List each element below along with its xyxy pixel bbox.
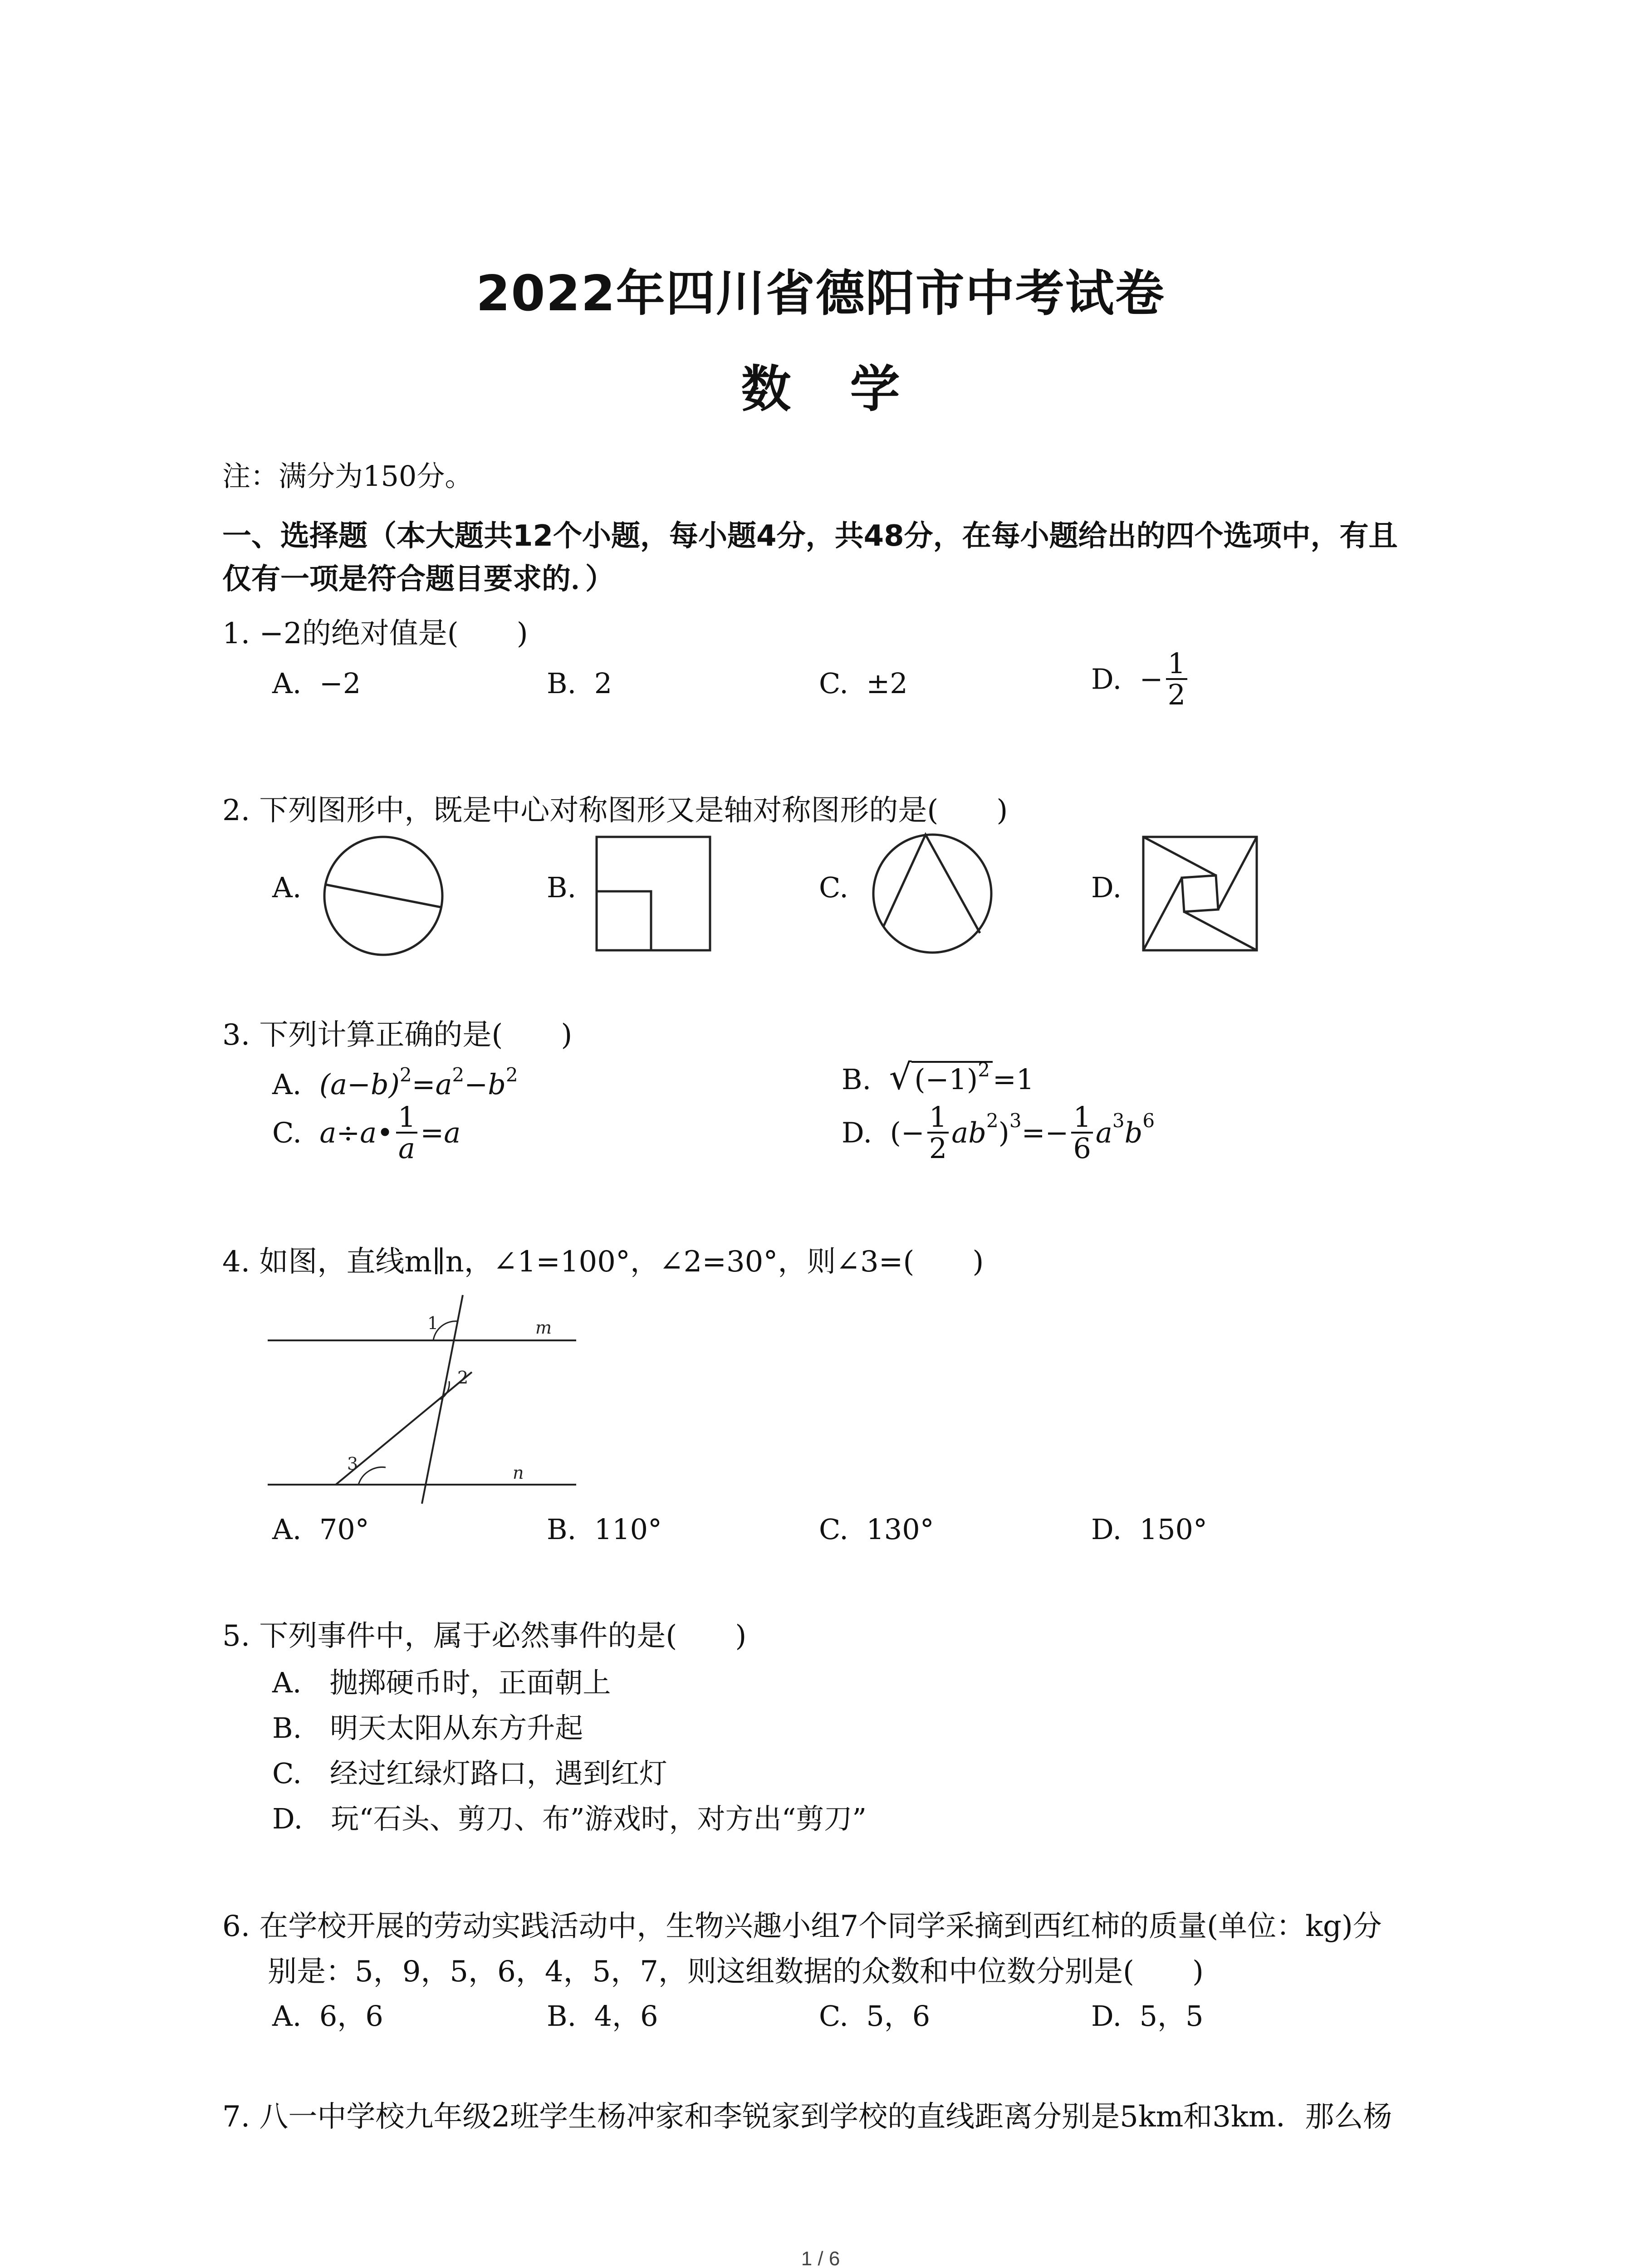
q2-option-a-label: A. bbox=[272, 871, 302, 904]
angle-3-label: 3 bbox=[347, 1454, 358, 1474]
q1-option-c bbox=[819, 667, 908, 700]
option-value: −2 bbox=[319, 667, 361, 700]
q1-option-d bbox=[1091, 647, 1190, 712]
fraction-numerator: 1 bbox=[396, 1102, 417, 1134]
q2-figure-b-square bbox=[594, 835, 712, 953]
q4-option-d bbox=[1091, 1513, 1207, 1546]
option-label: D. bbox=[1091, 1999, 1122, 2033]
question-2-stem: 2. 下列图形中，既是中心对称图形又是轴对称图形的是( ) bbox=[222, 794, 1008, 827]
angle-2-label: 2 bbox=[457, 1368, 469, 1388]
q1-option-a bbox=[272, 667, 361, 700]
option-label: B. bbox=[547, 1513, 577, 1546]
question-1-stem: 1. −2的绝对值是( ) bbox=[222, 617, 528, 650]
sqrt-icon: √ bbox=[889, 1057, 912, 1098]
section-heading-line1: 一、选择题（本大题共12个小题，每小题4分，共48分，在每小题给出的四个选项中，有且 bbox=[222, 519, 1398, 553]
radicand-base: (−1) bbox=[914, 1063, 978, 1096]
q2-figure-d-square-pinwheel bbox=[1141, 835, 1259, 953]
fraction-denominator: a bbox=[398, 1132, 416, 1165]
exponent: 3 bbox=[1112, 1110, 1125, 1132]
exponent: 3 bbox=[1009, 1110, 1022, 1132]
question-7-stem-line1: 7. 八一中学校九年级2班学生杨冲家和李锐家到学校的直线距离分别是5km和3km．那么杨 bbox=[222, 2100, 1392, 2134]
expr-tail: =1 bbox=[992, 1063, 1034, 1096]
option-label: B. bbox=[547, 1999, 577, 2033]
option-value: 6，6 bbox=[319, 1999, 383, 2033]
question-5-stem: 5. 下列事件中，属于必然事件的是( ) bbox=[222, 1619, 747, 1653]
fraction bbox=[396, 1102, 417, 1163]
option-label: C. bbox=[272, 1116, 302, 1149]
expr-tail-a: a bbox=[1095, 1116, 1112, 1149]
expr-tail: −b bbox=[464, 1068, 506, 1101]
expr-mid: ab bbox=[951, 1116, 986, 1149]
option-label: D. bbox=[1091, 1513, 1122, 1546]
line-m-label: m bbox=[535, 1318, 552, 1338]
option-value: 110° bbox=[594, 1513, 662, 1546]
minus-sign: − bbox=[1139, 662, 1163, 696]
fraction bbox=[1071, 1102, 1092, 1163]
option-label: D. bbox=[842, 1116, 872, 1149]
option-label: B. bbox=[842, 1063, 872, 1096]
q2-option-d-label: D. bbox=[1091, 871, 1122, 904]
question-3-stem: 3. 下列计算正确的是( ) bbox=[222, 1018, 573, 1052]
expr-tail-b: b bbox=[1124, 1116, 1143, 1149]
q6-option-b bbox=[547, 1994, 658, 2034]
fraction-numerator: 1 bbox=[1166, 649, 1187, 680]
q4-option-a bbox=[272, 1513, 369, 1546]
q2-figure-a-circle-chord bbox=[318, 830, 449, 962]
q2-option-c-label: C. bbox=[819, 871, 848, 904]
exponent: 2 bbox=[978, 1059, 990, 1081]
q2-figure-c-circle-triangle bbox=[867, 828, 998, 959]
option-value: ±2 bbox=[866, 667, 908, 700]
fraction bbox=[1166, 647, 1187, 712]
exponent: 2 bbox=[452, 1064, 465, 1086]
fraction-numerator: 1 bbox=[1071, 1102, 1092, 1134]
angle-1-label: 1 bbox=[427, 1313, 439, 1333]
question-6-stem-line2: 别是：5，9，5，6，4，5，7，则这组数据的众数和中位数分别是( ) bbox=[268, 1955, 1204, 1989]
subject-title: 数学 bbox=[741, 360, 959, 418]
section-heading-line2: 仅有一项是符合题目要求的．） bbox=[222, 562, 614, 596]
q1-option-b bbox=[547, 667, 612, 700]
option-label: B. bbox=[547, 667, 577, 700]
option-label: C. bbox=[819, 667, 848, 700]
fraction bbox=[927, 1102, 949, 1163]
option-label: A. bbox=[272, 667, 302, 700]
q3-option-c bbox=[272, 1102, 460, 1163]
fraction-denominator: 6 bbox=[1073, 1132, 1091, 1165]
q6-option-a bbox=[272, 1994, 383, 2034]
fraction-denominator: 2 bbox=[929, 1132, 947, 1165]
option-label: A. bbox=[272, 1068, 302, 1101]
score-note: 注：满分为150分。 bbox=[222, 459, 473, 493]
q4-figure-parallel-lines bbox=[268, 1295, 585, 1508]
fraction-denominator: 2 bbox=[1167, 678, 1186, 712]
question-6-stem-line1: 6. 在学校开展的劳动实践活动中，生物兴趣小组7个同学采摘到西红柿的质量(单位：kg)分 bbox=[222, 1910, 1382, 1943]
q3-option-a bbox=[272, 1064, 518, 1101]
q5-option-b: B. 明天太阳从东方升起 bbox=[272, 1711, 583, 1745]
q5-option-c: C. 经过红绿灯路口，遇到红灯 bbox=[272, 1757, 667, 1790]
option-label: C. bbox=[819, 1513, 848, 1546]
option-value: 130° bbox=[866, 1513, 934, 1546]
line-n-label: n bbox=[513, 1463, 524, 1483]
option-value: 70° bbox=[319, 1513, 369, 1546]
q3-option-d bbox=[842, 1102, 1155, 1163]
sqrt-radicand bbox=[911, 1061, 993, 1096]
expr-head: a÷a• bbox=[319, 1116, 393, 1149]
option-value: 4，6 bbox=[594, 1999, 658, 2033]
q5-option-a: A. 抛掷硬币时，正面朝上 bbox=[272, 1666, 611, 1699]
q4-option-b bbox=[547, 1513, 662, 1546]
exponent: 6 bbox=[1142, 1110, 1155, 1132]
question-4-stem: 4. 如图，直线m∥n，∠1=100°，∠2=30°，则∠3=( ) bbox=[222, 1245, 984, 1279]
option-label: D. bbox=[1091, 662, 1122, 696]
expr-close: ) bbox=[998, 1116, 1009, 1149]
q3-option-b bbox=[842, 1057, 1034, 1098]
expr-base: (a−b) bbox=[319, 1068, 400, 1101]
q6-option-d bbox=[1091, 1994, 1204, 2034]
expr-eq: =a bbox=[411, 1068, 452, 1101]
option-value: 5，5 bbox=[1139, 1999, 1204, 2033]
option-label: A. bbox=[272, 1513, 302, 1546]
fraction-numerator: 1 bbox=[927, 1102, 949, 1134]
option-value: 5，6 bbox=[866, 1999, 931, 2033]
exponent: 2 bbox=[399, 1064, 412, 1086]
q2-option-b-label: B. bbox=[547, 871, 577, 904]
q6-option-c bbox=[819, 1994, 930, 2034]
option-value: 150° bbox=[1139, 1513, 1207, 1546]
expr-eq: =− bbox=[1021, 1116, 1069, 1149]
option-label: C. bbox=[819, 1999, 848, 2033]
option-label: A. bbox=[272, 1999, 302, 2033]
exponent: 2 bbox=[505, 1064, 518, 1086]
expr-head: (− bbox=[890, 1116, 925, 1149]
exam-title: 2022年四川省德阳市中考试卷 bbox=[476, 265, 1165, 322]
q4-option-c bbox=[819, 1513, 934, 1546]
q5-option-d: D. 玩“石头、剪刀、布”游戏时，对方出“剪刀” bbox=[272, 1802, 867, 1835]
expr-tail: =a bbox=[420, 1116, 461, 1149]
page-number: 1 / 6 bbox=[801, 2248, 840, 2268]
option-value: 2 bbox=[594, 667, 612, 700]
exponent: 2 bbox=[986, 1110, 999, 1132]
